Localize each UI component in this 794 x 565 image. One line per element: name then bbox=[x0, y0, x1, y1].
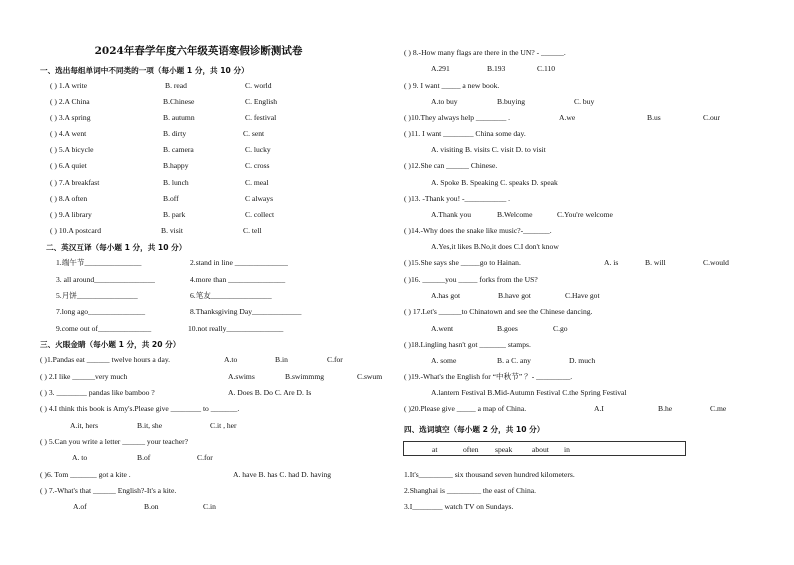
question-text: A.it, hers bbox=[70, 421, 99, 430]
question-text: B. a C. any bbox=[497, 356, 531, 365]
question-text: C.in bbox=[203, 502, 216, 511]
question-text: A. is bbox=[604, 258, 619, 267]
question-text: B. lunch bbox=[163, 178, 189, 187]
question-text: C.110 bbox=[537, 64, 556, 73]
question-text: ( )11. I want ________ China some day. bbox=[404, 129, 526, 138]
question-text: A.has got bbox=[431, 291, 461, 300]
question-text: C. English bbox=[245, 97, 278, 106]
question-text: ( ) 7.-What's that ______ English?-It's a kite. bbox=[40, 486, 177, 495]
question-text: 9.come out of______________ bbox=[56, 324, 152, 333]
question-text: 10.not really_______________ bbox=[188, 324, 284, 333]
question-text: A. Does B. Do C. Are D. Is bbox=[228, 388, 312, 397]
question-text: C. tell bbox=[243, 226, 262, 235]
section-heading: 一、选出每组单词中不同类的一项（每小题 1 分，共 10 分） bbox=[40, 66, 249, 75]
question-text: ( ) 6.A quiet bbox=[50, 161, 87, 170]
question-text: B.happy bbox=[163, 161, 189, 170]
question-text: C. lucky bbox=[245, 145, 271, 154]
question-text: ( ) 9. I want _____ a new book. bbox=[404, 81, 500, 90]
section-heading: 三、火眼金睛（每小题 1 分，共 20 分） bbox=[40, 340, 181, 349]
question-text: 3. all around________________ bbox=[56, 275, 155, 284]
question-text: ( ) 9.A library bbox=[50, 210, 92, 219]
question-text: 3.I________ watch TV on Sundays. bbox=[404, 502, 514, 511]
question-text: C.You're welcome bbox=[557, 210, 613, 219]
question-text: ( ) 1.A write bbox=[50, 81, 88, 90]
word-bank-box bbox=[403, 441, 686, 456]
question-text: A.Thank you bbox=[431, 210, 472, 219]
question-text: C.it , her bbox=[210, 421, 237, 430]
word-bank-item: speak bbox=[495, 445, 513, 454]
word-bank-item: in bbox=[564, 445, 570, 454]
question-text: ( ) 3.A spring bbox=[50, 113, 91, 122]
question-text: C. buy bbox=[574, 97, 595, 106]
question-text: D. much bbox=[569, 356, 596, 365]
word-bank-item: often bbox=[463, 445, 479, 454]
question-text: 1.It's_________ six thousand seven hundred kilometers. bbox=[404, 470, 575, 479]
question-text: C.for bbox=[327, 355, 343, 364]
question-text: A. visiting B. visits C. visit D. to visit bbox=[431, 145, 546, 154]
question-text: C. world bbox=[245, 81, 272, 90]
question-text: A.we bbox=[559, 113, 576, 122]
question-text: ( )14.-Why does the snake like music?-_______. bbox=[404, 226, 552, 235]
question-text: B.off bbox=[163, 194, 179, 203]
question-text: A.swims bbox=[228, 372, 255, 381]
question-text: C.go bbox=[553, 324, 568, 333]
question-text: C.would bbox=[703, 258, 729, 267]
question-text: B. park bbox=[163, 210, 186, 219]
question-text: ( ) 4.I think this book is Amy's.Please give ________ to _______. bbox=[40, 404, 240, 413]
question-text: ( )10.They always help ________ . bbox=[404, 113, 511, 122]
question-text: C.me bbox=[710, 404, 727, 413]
question-text: ( )13. -Thank you! -___________ . bbox=[404, 194, 511, 203]
word-bank-item: at bbox=[432, 445, 438, 454]
question-text: A.lantern Festival B.Mid-Autumn Festival C.the Spring Festival bbox=[431, 388, 627, 397]
question-text: A.Yes,it likes B.No,it does C.I don't know bbox=[431, 242, 559, 251]
question-text: A. Spoke B. Speaking C. speaks D. speak bbox=[431, 178, 558, 187]
question-text: ( ) 10.A postcard bbox=[50, 226, 102, 235]
question-text: 1.端午节_______________ bbox=[56, 258, 142, 267]
question-text: B.on bbox=[144, 502, 159, 511]
question-text: A. some bbox=[431, 356, 457, 365]
question-text: ( ) 5.Can you write a letter ______ your teacher? bbox=[40, 437, 189, 446]
question-text: B.Chinese bbox=[163, 97, 195, 106]
question-text: C. meal bbox=[245, 178, 269, 187]
question-text: A.to bbox=[224, 355, 238, 364]
question-text: ( ) 3. ________ pandas like bamboo ? bbox=[40, 388, 155, 397]
question-text: ( )15.She says she _____go to Hainan. bbox=[404, 258, 521, 267]
question-text: B.in bbox=[275, 355, 288, 364]
question-text: B. autumn bbox=[163, 113, 195, 122]
page-title: 2024年春学年度六年级英语寒假诊断测试卷 bbox=[94, 45, 303, 57]
question-text: B.he bbox=[658, 404, 673, 413]
question-text: C.swum bbox=[357, 372, 383, 381]
question-text: ( ) 17.Let's ______to Chinatown and see the Chinese dancing. bbox=[404, 307, 593, 316]
question-text: ( ) 5.A bicycle bbox=[50, 145, 94, 154]
question-text: C.for bbox=[197, 453, 213, 462]
question-text: B. dirty bbox=[163, 129, 187, 138]
question-text: C. sent bbox=[243, 129, 265, 138]
question-text: ( )12.She can ______ Chinese. bbox=[404, 161, 498, 170]
question-text: B.us bbox=[647, 113, 661, 122]
question-text: 7.long ago_______________ bbox=[56, 307, 146, 316]
question-text: 2.stand in line ______________ bbox=[190, 258, 288, 267]
question-text: B.of bbox=[137, 453, 151, 462]
question-text: ( )20.Please give _____ a map of China. bbox=[404, 404, 527, 413]
question-text: ( )16. ______you _____ forks from the US? bbox=[404, 275, 538, 284]
question-text: ( )18.Lingling hasn't got _______ stamps. bbox=[404, 340, 531, 349]
question-text: B.goes bbox=[497, 324, 518, 333]
question-text: ( ) 8.-How many flags are there in the UN? - ______. bbox=[404, 48, 566, 57]
question-text: B.buying bbox=[497, 97, 526, 106]
question-text: A.to buy bbox=[431, 97, 458, 106]
question-text: 4.more than _______________ bbox=[190, 275, 286, 284]
question-text: ( ) 2.I like ______very much bbox=[40, 372, 128, 381]
question-text: B. will bbox=[645, 258, 666, 267]
question-text: 5.月饼________________ bbox=[56, 291, 138, 300]
question-text: ( ) 7.A breakfast bbox=[50, 178, 100, 187]
section-heading: 二、英汉互译（每小题 1 分，共 10 分） bbox=[46, 243, 187, 252]
question-text: B.Welcome bbox=[497, 210, 533, 219]
question-text: 2.Shanghai is _________ the east of China. bbox=[404, 486, 537, 495]
question-text: ( )1.Pandas eat ______ twelve hours a day. bbox=[40, 355, 171, 364]
question-text: C.Have got bbox=[565, 291, 600, 300]
question-text: A. to bbox=[72, 453, 88, 462]
question-text: A.went bbox=[431, 324, 454, 333]
question-text: C. collect bbox=[245, 210, 275, 219]
question-text: B.it, she bbox=[137, 421, 163, 430]
question-text: C always bbox=[245, 194, 274, 203]
question-text: 8.Thanksgiving Day_____________ bbox=[190, 307, 302, 316]
question-text: B. visit bbox=[161, 226, 183, 235]
question-text: B.193 bbox=[487, 64, 506, 73]
question-text: C. cross bbox=[245, 161, 270, 170]
question-text: ( ) 4.A went bbox=[50, 129, 87, 138]
section-heading: 四、选词填空（每小题 2 分，共 10 分） bbox=[404, 425, 545, 434]
question-text: B.have got bbox=[498, 291, 531, 300]
word-bank-item: about bbox=[532, 445, 549, 454]
question-text: C.our bbox=[703, 113, 721, 122]
question-text: ( )19.-What's the English for “中秋节” ？- _________. bbox=[404, 372, 573, 381]
question-text: B. read bbox=[165, 81, 187, 90]
question-text: A.I bbox=[594, 404, 604, 413]
question-text: ( )6. Tom _______ got a kite . bbox=[40, 470, 131, 479]
question-text: 6.笔友________________ bbox=[190, 291, 272, 300]
question-text: C. festival bbox=[245, 113, 277, 122]
question-text: A. have B. has C. had D. having bbox=[233, 470, 332, 479]
question-text: A.of bbox=[73, 502, 87, 511]
question-text: ( ) 8.A often bbox=[50, 194, 88, 203]
question-text: B. camera bbox=[163, 145, 194, 154]
question-text: B.swimmmg bbox=[285, 372, 325, 381]
question-text: ( ) 2.A China bbox=[50, 97, 90, 106]
question-text: A.291 bbox=[431, 64, 450, 73]
